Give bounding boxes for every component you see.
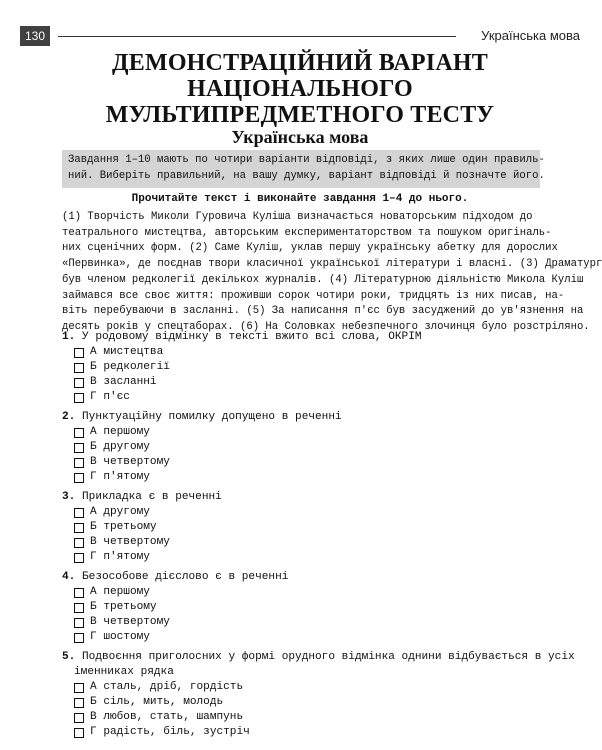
answer-checkbox[interactable]: [74, 458, 84, 468]
option-label: В любов, стать, шампунь: [90, 711, 244, 723]
answer-option[interactable]: [74, 440, 540, 455]
option-label: Г п'єс: [90, 391, 130, 403]
answer-checkbox[interactable]: [74, 588, 84, 598]
answer-checkbox[interactable]: [74, 633, 84, 643]
question-text: У родовому відмінку в тексті вжито всі слова, ОКРІМ: [82, 331, 422, 343]
option-label: Г шостому: [90, 631, 150, 643]
answer-option[interactable]: [74, 550, 540, 565]
answer-option[interactable]: [74, 600, 540, 615]
option-label: В засланні: [90, 376, 157, 388]
answer-checkbox[interactable]: [74, 683, 84, 693]
question-text: Подвоєння приголосних у формі орудного відмінка однини відбувається в усіх: [82, 651, 575, 663]
answer-option[interactable]: [74, 710, 540, 725]
question-1: [62, 330, 540, 405]
answer-option[interactable]: [74, 535, 540, 550]
question-text: Безособове дієслово є в реченні: [82, 571, 289, 583]
question-number: 5.: [62, 651, 76, 663]
answer-checkbox[interactable]: [74, 553, 84, 563]
question-5: [62, 650, 575, 740]
instruction-line-2: ний. Виберіть правильний, на вашу думку, варіант відповіді й позначте його.: [68, 169, 545, 182]
answer-option[interactable]: [74, 680, 540, 695]
answer-checkbox[interactable]: [74, 603, 84, 613]
answer-option[interactable]: [74, 345, 540, 360]
answer-option[interactable]: [74, 470, 540, 485]
option-label: Г п'ятому: [90, 471, 150, 483]
answer-option[interactable]: [74, 455, 540, 470]
answer-checkbox[interactable]: [74, 348, 84, 358]
answer-option[interactable]: [74, 630, 540, 645]
subject-subtitle: Українська мова: [231, 127, 369, 147]
question-text: Прикладка є в реченні: [82, 491, 222, 503]
answer-option[interactable]: [74, 390, 540, 405]
reading-passage: [62, 210, 602, 336]
answer-option[interactable]: [74, 375, 540, 390]
question-text: Пунктуаційну помилку допущено в реченні: [82, 411, 342, 423]
answer-option[interactable]: [74, 695, 540, 710]
instruction-box: [62, 150, 545, 188]
answer-checkbox[interactable]: [74, 698, 84, 708]
title-line-1: ДЕМОНСТРАЦІЙНИЙ ВАРІАНТ: [112, 50, 488, 76]
header-subject: Українська мова: [481, 28, 580, 43]
answer-option[interactable]: [74, 505, 540, 520]
title-line-3: МУЛЬТИПРЕДМЕТНОГО ТЕСТУ: [105, 102, 495, 128]
answer-checkbox[interactable]: [74, 618, 84, 628]
option-label: В четвертому: [90, 536, 170, 548]
question-number: 4.: [62, 571, 76, 583]
question-2: [62, 410, 540, 485]
option-label: Б другому: [90, 441, 150, 453]
answer-option[interactable]: [74, 360, 540, 375]
answer-checkbox[interactable]: [74, 473, 84, 483]
answer-option[interactable]: [74, 725, 540, 740]
option-label: А першому: [90, 426, 150, 438]
question-text-continued: іменниках рядка: [74, 666, 174, 678]
title-line-2: НАЦІОНАЛЬНОГО: [187, 76, 413, 102]
answer-option[interactable]: [74, 615, 540, 630]
option-label: Б третьому: [90, 601, 157, 613]
option-label: В четвертому: [90, 616, 170, 628]
answer-checkbox[interactable]: [74, 728, 84, 738]
answer-checkbox[interactable]: [74, 538, 84, 548]
option-label: Г п'ятому: [90, 551, 150, 563]
passage-line: був членом редколегії декількох журналів. (4) Літературною діяльністю Микола Куліш: [62, 273, 584, 286]
question-number: 2.: [62, 411, 76, 423]
questions-list: [62, 330, 575, 745]
answer-checkbox[interactable]: [74, 523, 84, 533]
page-number: 130: [20, 26, 50, 46]
passage-line: них сценічних форм. (2) Саме Куліш, уклав першу українську абетку для дорослих: [62, 242, 558, 255]
answer-checkbox[interactable]: [74, 508, 84, 518]
passage-line: віть перебуваючи в засланні. (5) За написання п'єс був засуджений до ув'язнення на: [62, 305, 584, 318]
answer-option[interactable]: [74, 425, 540, 440]
question-4: [62, 570, 540, 645]
passage-line: (1) Творчість Миколи Гуровича Куліша визначається новаторським підходом до: [62, 211, 533, 223]
answer-checkbox[interactable]: [74, 393, 84, 403]
answer-option[interactable]: [74, 585, 540, 600]
answer-option[interactable]: [74, 520, 540, 535]
read-instruction: Прочитайте текст і виконайте завдання 1–4 до нього.: [131, 193, 469, 205]
answer-checkbox[interactable]: [74, 713, 84, 723]
option-label: А першому: [90, 586, 150, 598]
page-header: [20, 26, 580, 46]
passage-line: займався все своє життя: проживши сорок чотири роки, тридцять із них писав, на-: [62, 289, 565, 302]
instruction-line-1: Завдання 1–10 мають по чотири варіанти відповіді, з яких лише один правиль-: [68, 154, 545, 166]
option-label: В четвертому: [90, 456, 170, 468]
page-title: [0, 50, 600, 128]
question-number: 1.: [62, 331, 76, 343]
option-label: Б сіль, мить, молодь: [90, 696, 224, 708]
option-label: Б третьому: [90, 521, 157, 533]
option-label: Б редколегії: [90, 361, 170, 373]
option-label: А другому: [90, 506, 150, 518]
option-label: А мистецтва: [90, 346, 164, 358]
option-label: А сталь, дріб, гордість: [90, 681, 244, 693]
answer-checkbox[interactable]: [74, 443, 84, 453]
question-number: 3.: [62, 491, 76, 503]
option-label: Г радість, біль, зустріч: [90, 726, 250, 738]
passage-line: театрального мистецтва, авторським експериментаторством та пошуком оригіналь-: [62, 226, 552, 239]
question-3: [62, 490, 540, 565]
passage-line: «Первинка», де поєднав твори класичної української літератури і власні. (3) Драматург: [62, 258, 602, 271]
answer-checkbox[interactable]: [74, 363, 84, 373]
header-rule: [58, 36, 456, 37]
passage-line: десять років у спецтаборах. (6) На Соловках небезпечного злочинця було розстріляно.: [62, 320, 590, 333]
answer-checkbox[interactable]: [74, 428, 84, 438]
answer-checkbox[interactable]: [74, 378, 84, 388]
